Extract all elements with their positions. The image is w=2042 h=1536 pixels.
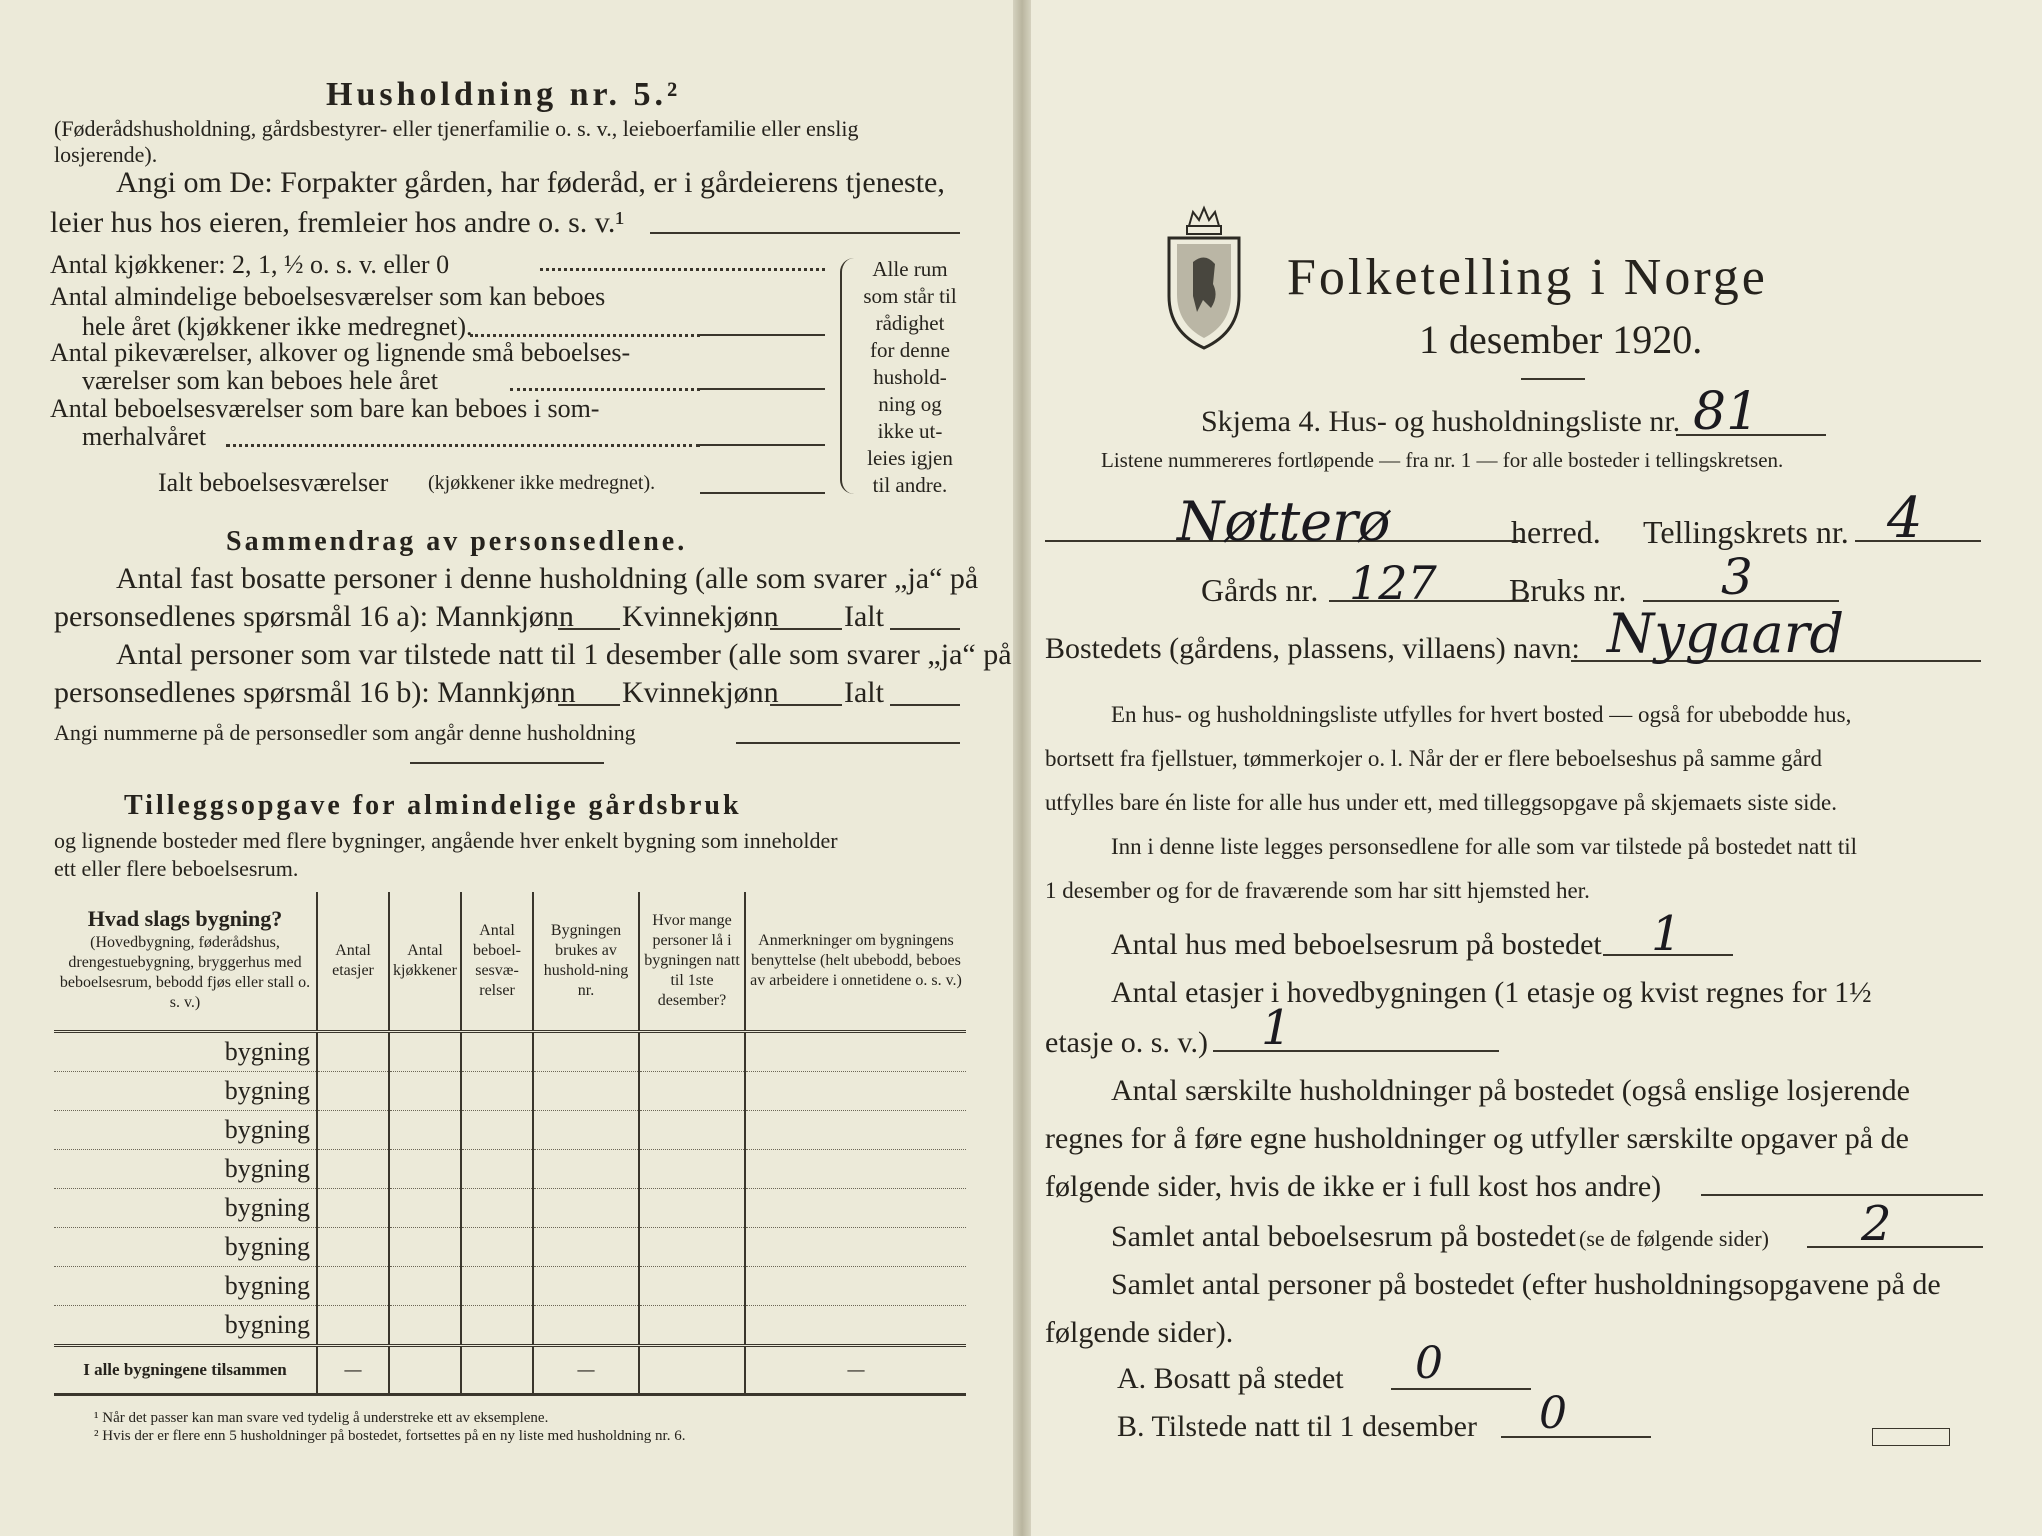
table-cell <box>461 1267 533 1306</box>
table-cell <box>745 1189 966 1228</box>
census-date: 1 desember 1920. <box>1419 317 1703 362</box>
table-cell <box>317 1189 389 1228</box>
table-cell <box>461 1150 533 1189</box>
q-floors-line2: etasje o. s. v.) <box>1045 1026 1209 1059</box>
rooms-kitchens: Antal kjøkkener: 2, 1, ½ o. s. v. eller 0 <box>50 250 450 279</box>
norwegian-coat-of-arms-icon <box>1163 204 1245 352</box>
table-cell <box>745 1306 966 1346</box>
rooms-maids-2: værelser som kan beboes hele året <box>82 366 438 395</box>
table-cell <box>533 1032 639 1072</box>
side-note-line: leies igjen <box>867 446 953 470</box>
table-cell <box>745 1228 966 1267</box>
q-rooms: Samlet antal beboelsesrum på bostedet <box>1111 1220 1576 1253</box>
summary-numbers: Angi nummerne på de personsedler som angår denne husholdning <box>54 720 636 745</box>
col-header-remarks: Anmerkninger om bygningens benyttelse (helt ubebodd, beboes av arbeidere i onnetidene o. s. v.) <box>745 892 966 1032</box>
rooms-side-note <box>852 256 968 499</box>
schema-number-handwritten: 81 <box>1693 382 1760 442</box>
q-households-line2: regnes for å føre egne husholdninger og utfyller særskilte opgaver på de <box>1045 1122 1909 1155</box>
table-cell <box>745 1150 966 1189</box>
herred-label: herred. <box>1511 514 1601 550</box>
table-cell <box>389 1189 461 1228</box>
footnote-1: ¹ Når det passer kan man svare ved tydelig å understreke ett av eksemplene. <box>94 1410 549 1426</box>
table-cell <box>639 1346 745 1395</box>
schema-label: Skjema 4. Hus- og husholdningsliste nr. <box>1201 405 1681 438</box>
summary-p2-line1: Antal personer som var tilstede natt til 1 desember (alle som svarer „ja“ på <box>116 638 1012 671</box>
section-divider <box>410 762 604 764</box>
table-row <box>54 1111 966 1150</box>
answer-line <box>700 492 825 494</box>
table-cell <box>639 1189 745 1228</box>
total-dash: — <box>745 1346 966 1395</box>
rooms-total: Ialt beboelsesværelser <box>158 468 389 497</box>
table-cell <box>461 1032 533 1072</box>
right-page <box>1031 0 2042 1536</box>
side-note-line: for denne <box>870 338 950 362</box>
table-row <box>54 1032 966 1072</box>
a-resident-handwritten: 0 <box>1415 1338 1443 1389</box>
rooms-ordinary-1: Antal almindelige beboelsesværelser som kan beboes <box>50 282 606 311</box>
side-note-line: ning og <box>878 392 942 416</box>
table-cell <box>389 1150 461 1189</box>
total-row-label: I alle bygningene tilsammen <box>54 1346 317 1395</box>
table-row <box>54 1228 966 1267</box>
table-cell <box>389 1111 461 1150</box>
table-cell <box>533 1150 639 1189</box>
dotted-leader <box>540 268 825 271</box>
table-cell <box>533 1072 639 1111</box>
a-resident-answer-line <box>1391 1388 1531 1390</box>
q-houses-handwritten: 1 <box>1651 906 1682 962</box>
answer-line <box>700 388 825 390</box>
female-label: Kvinnekjønn <box>622 600 779 633</box>
total-dash: — <box>533 1346 639 1395</box>
table-cell <box>639 1267 745 1306</box>
summary-p1-line2: personsedlenes spørsmål 16 a): Mannkjønn <box>54 600 574 633</box>
gards-label: Gårds nr. <box>1201 572 1319 608</box>
krets-handwritten: 4 <box>1887 486 1923 551</box>
q-floors-answer-line <box>1213 1050 1499 1052</box>
table-cell <box>745 1032 966 1072</box>
table-cell <box>317 1111 389 1150</box>
male-answer-line <box>558 628 620 630</box>
supplement-title: Tilleggsopgave for almindelige gårdsbruk <box>124 790 742 821</box>
table-cell <box>639 1306 745 1346</box>
col-header-building-type-note: (Hovedbygning, føderådshus, drengestuebygning, bryggerhus med beboelsesrum, bebodd fjøs eller stall o. s. v.) <box>59 934 311 1011</box>
table-cell <box>639 1032 745 1072</box>
para1-line2: bortsett fra fjellstuer, tømmerkojer o. l. Når der er flere beboelseshus på samme gård <box>1045 746 1822 771</box>
rooms-maids-1: Antal pikeværelser, alkover og lignende små beboelses- <box>50 338 631 367</box>
b-present-handwritten: 0 <box>1539 1388 1567 1439</box>
table-cell <box>317 1306 389 1346</box>
q-households-answer-line <box>1701 1194 1983 1196</box>
dotted-leader <box>470 334 700 337</box>
total-answer-line <box>890 704 960 706</box>
krets-label: Tellingskrets nr. <box>1643 514 1849 550</box>
para2-line2: 1 desember og for de fraværende som har sitt hjemsted her. <box>1045 878 1590 903</box>
col-header-building-type-title: Hvad slags bygning? <box>87 906 283 931</box>
answer-line <box>700 444 825 446</box>
table-cell <box>389 1228 461 1267</box>
q-rooms-answer-line <box>1807 1246 1983 1248</box>
building-row-label: bygning <box>54 1032 317 1072</box>
table-cell <box>639 1072 745 1111</box>
rooms-summer-1: Antal beboelsesværelser som bare kan beboes i som- <box>50 394 600 423</box>
q-persons-line2: følgende sider). <box>1045 1316 1234 1349</box>
table-row <box>54 1072 966 1111</box>
summary-p2-line2: personsedlenes spørsmål 16 b): Mannkjønn <box>54 676 576 709</box>
building-row-label: bygning <box>54 1072 317 1111</box>
table-cell <box>533 1228 639 1267</box>
supplement-sub-1: og lignende bosteder med flere bygninger, angående hver enkelt bygning som inneholder <box>54 828 838 853</box>
q-rooms-note: (se de følgende sider) <box>1579 1226 1769 1251</box>
dotted-leader <box>510 388 700 391</box>
table-row <box>54 1306 966 1346</box>
col-header-building-type <box>54 892 317 1032</box>
side-note-line: som står til <box>863 284 957 308</box>
table-header-row <box>54 892 966 1032</box>
page-fold <box>1013 0 1031 1536</box>
summary-title: Sammendrag av personsedlene. <box>226 526 688 557</box>
supplement-sub-2: ett eller flere beboelsesrum. <box>54 856 299 881</box>
table-cell <box>533 1189 639 1228</box>
b-present-label: B. Tilstede natt til 1 desember <box>1117 1410 1477 1443</box>
table-cell <box>533 1267 639 1306</box>
building-row-label: bygning <box>54 1150 317 1189</box>
para2-line1: Inn i denne liste legges personsedlene for alle som var tilstede på bostedet natt til <box>1111 834 1858 859</box>
left-page <box>0 0 1013 1536</box>
rooms-summer-2: merhalvåret <box>82 422 207 451</box>
female-answer-line <box>770 628 842 630</box>
table-row <box>54 1189 966 1228</box>
table-cell <box>745 1111 966 1150</box>
answer-line <box>650 232 960 234</box>
col-header-kitchens: Antal kjøkkener <box>389 892 461 1032</box>
total-dash: — <box>317 1346 389 1395</box>
q-houses: Antal hus med beboelsesrum på bostedet <box>1111 928 1602 961</box>
printer-stamp <box>1872 1428 1950 1446</box>
table-cell <box>461 1306 533 1346</box>
table-cell <box>317 1032 389 1072</box>
q-persons-line1: Samlet antal personer på bostedet (efter husholdningsopgavene på de <box>1111 1268 1941 1301</box>
q-floors-handwritten: 1 <box>1261 1000 1292 1056</box>
building-row-label: bygning <box>54 1189 317 1228</box>
table-total-row <box>54 1346 966 1395</box>
table-cell <box>533 1111 639 1150</box>
total-label: Ialt <box>844 676 884 709</box>
table-cell <box>317 1228 389 1267</box>
table-cell <box>389 1032 461 1072</box>
table-cell <box>639 1150 745 1189</box>
table-cell <box>745 1072 966 1111</box>
col-header-rooms: Antal beboel-sesvæ-relser <box>461 892 533 1032</box>
household-intro-line-1: Angi om De: Forpakter gården, har føderåd, er i gårdeierens tjeneste, <box>116 166 945 199</box>
male-answer-line <box>558 704 620 706</box>
bruks-label: Bruks nr. <box>1509 572 1627 608</box>
building-row-label: bygning <box>54 1111 317 1150</box>
total-label: Ialt <box>844 600 884 633</box>
side-note-line: Alle rum <box>872 257 948 281</box>
table-cell <box>639 1228 745 1267</box>
household-intro-note: (Føderådshusholdning, gårdsbestyrer- eller tjenerfamilie o. s. v., leieboerfamilie eller enslig losjerende). <box>54 116 859 167</box>
bruks-handwritten: 3 <box>1721 548 1753 606</box>
side-note-line: hushold- <box>873 365 947 389</box>
side-note-line: til andre. <box>872 473 948 497</box>
table-cell <box>639 1111 745 1150</box>
table-cell <box>389 1346 461 1395</box>
q-households-line1: Antal særskilte husholdninger på bostedet (også enslige losjerende <box>1111 1074 1910 1107</box>
para1-line3: utfylles bare én liste for alle hus under ett, med tilleggsopgave på skjemaets siste side. <box>1045 790 1838 815</box>
col-header-persons: Hvor mange personer lå i bygningen natt til 1ste desember? <box>639 892 745 1032</box>
table-row <box>54 1267 966 1306</box>
title-divider <box>1521 378 1585 380</box>
female-label: Kvinnekjønn <box>622 676 779 709</box>
building-row-label: bygning <box>54 1228 317 1267</box>
numbers-answer-line <box>736 742 960 744</box>
side-note-line: ikke ut- <box>877 419 943 443</box>
table-cell <box>461 1111 533 1150</box>
table-cell <box>461 1072 533 1111</box>
table-cell <box>317 1072 389 1111</box>
a-resident-label: A. Bosatt på stedet <box>1117 1362 1344 1395</box>
summary-p1-line1: Antal fast bosatte personer i denne husholdning (alle som svarer „ja“ på <box>116 562 979 595</box>
col-header-floors: Antal etasjer <box>317 892 389 1032</box>
female-answer-line <box>770 704 842 706</box>
herred-handwritten: Nøtterø <box>1177 490 1391 553</box>
table-row <box>54 1150 966 1189</box>
answer-line <box>700 334 825 336</box>
table-cell <box>461 1346 533 1395</box>
buildings-table <box>54 892 966 1396</box>
total-answer-line <box>890 628 960 630</box>
q-floors-line1: Antal etasjer i hovedbygningen (1 etasje og kvist regnes for 1½ <box>1111 976 1872 1009</box>
table-cell <box>461 1189 533 1228</box>
table-cell <box>317 1267 389 1306</box>
footnote-2: ² Hvis der er flere enn 5 husholdninger på bostedet, fortsettes på en ny liste med husholdning nr. 6. <box>94 1428 686 1444</box>
side-note-line: rådighet <box>875 311 945 335</box>
table-cell <box>389 1267 461 1306</box>
para1-line1: En hus- og husholdningsliste utfylles for hvert bosted — også for ubebodde hus, <box>1111 702 1852 727</box>
table-cell <box>533 1306 639 1346</box>
household-title: Husholdning nr. 5.² <box>326 76 682 113</box>
table-cell <box>317 1150 389 1189</box>
numbering-note: Listene nummereres fortløpende — fra nr. 1 — for alle bosteder i tellingskretsen. <box>1101 448 1784 472</box>
household-intro-line-2: leier hus hos eieren, fremleier hos andre o. s. v.¹ <box>50 206 625 239</box>
census-title: Folketelling i Norge <box>1287 249 1768 306</box>
bosted-handwritten: Nygaard <box>1607 602 1845 665</box>
table-cell <box>745 1267 966 1306</box>
table-cell <box>461 1228 533 1267</box>
q-rooms-handwritten: 2 <box>1861 1196 1892 1252</box>
col-header-household: Bygningen brukes av hushold-ning nr. <box>533 892 639 1032</box>
bosted-label: Bostedets (gårdens, plassens, villaens) navn: <box>1045 632 1580 665</box>
rooms-total-note: (kjøkkener ikke medregnet). <box>428 472 656 494</box>
q-households-line3: følgende sider, hvis de ikke er i full kost hos andre) <box>1045 1170 1662 1203</box>
gards-handwritten: 127 <box>1349 556 1437 610</box>
dotted-leader <box>226 444 700 447</box>
building-row-label: bygning <box>54 1306 317 1346</box>
b-present-answer-line <box>1501 1436 1651 1438</box>
table-cell <box>389 1306 461 1346</box>
building-row-label: bygning <box>54 1267 317 1306</box>
rooms-ordinary-2: hele året (kjøkkener ikke medregnet). <box>82 312 473 341</box>
table-cell <box>389 1072 461 1111</box>
